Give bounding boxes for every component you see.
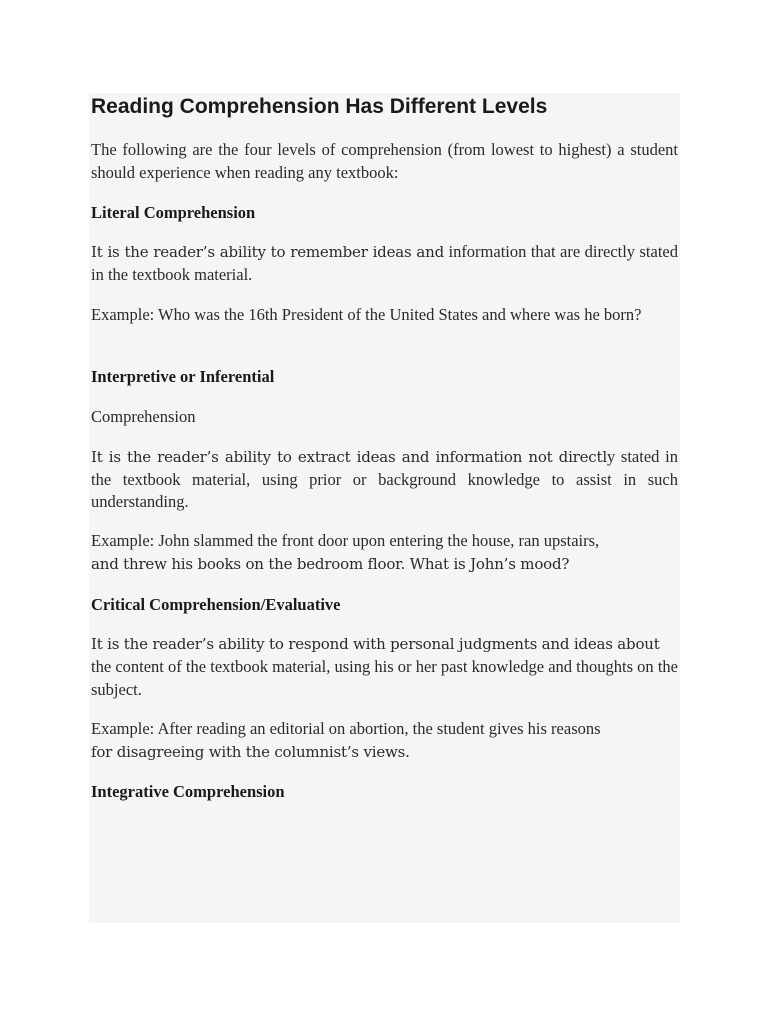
section-definition-critical-line1: [91, 633, 678, 656]
example-line: for disagreeing with the columnist’s views.: [91, 743, 410, 761]
section-example-interpretive-line1: Example: John slammed the front door upon entering the house, ran upstairs,: [91, 531, 600, 550]
definition-rest: y stated in the textbook material, using prior or background knowledge to assist in such understanding.: [91, 447, 678, 511]
section-heading-interpretive: Interpretive or Inferential: [91, 367, 275, 386]
section-definition-critical-rest: the content of the textbook material, using his or her past knowledge and thoughts on the subject.: [91, 657, 678, 699]
section-definition-interpretive: [91, 446, 678, 514]
definition-lead: It is the reader’s ability to extract ideas and information not directl: [91, 448, 607, 466]
definition-lead: It is the reader’s ability to respond with personal judgments and ideas about: [91, 635, 660, 653]
definition-lead: It is the reader’s ability to remember ideas and: [91, 243, 445, 261]
section-example-critical-line1: Example: After reading an editorial on abortion, the student gives his reasons: [91, 719, 601, 738]
section-heading-critical: Critical Comprehension/Evaluative: [91, 595, 341, 614]
page-title: Reading Comprehension Has Different Levels: [91, 95, 548, 118]
section-example-literal: Example: Who was the 16th President of the United States and where was he born?: [91, 305, 642, 324]
example-line: and threw his books on the bedroom floor. What is John’s mood?: [91, 555, 570, 573]
section-heading-literal: Literal Comprehension: [91, 203, 256, 222]
definition-rest: information that are directly stated in the textbook material.: [91, 242, 678, 284]
section-example-critical-line2: [91, 741, 678, 764]
section-example-interpretive-line2: [91, 553, 678, 576]
section-definition-literal: [91, 241, 678, 286]
document-page: [89, 93, 680, 923]
section-heading-integrative: Integrative Comprehension: [91, 782, 285, 801]
intro-paragraph: The following are the four levels of comprehension (from lowest to highest) a student should experience when reading any textbook:: [91, 140, 678, 182]
section-subheading-interpretive: Comprehension: [91, 407, 196, 426]
